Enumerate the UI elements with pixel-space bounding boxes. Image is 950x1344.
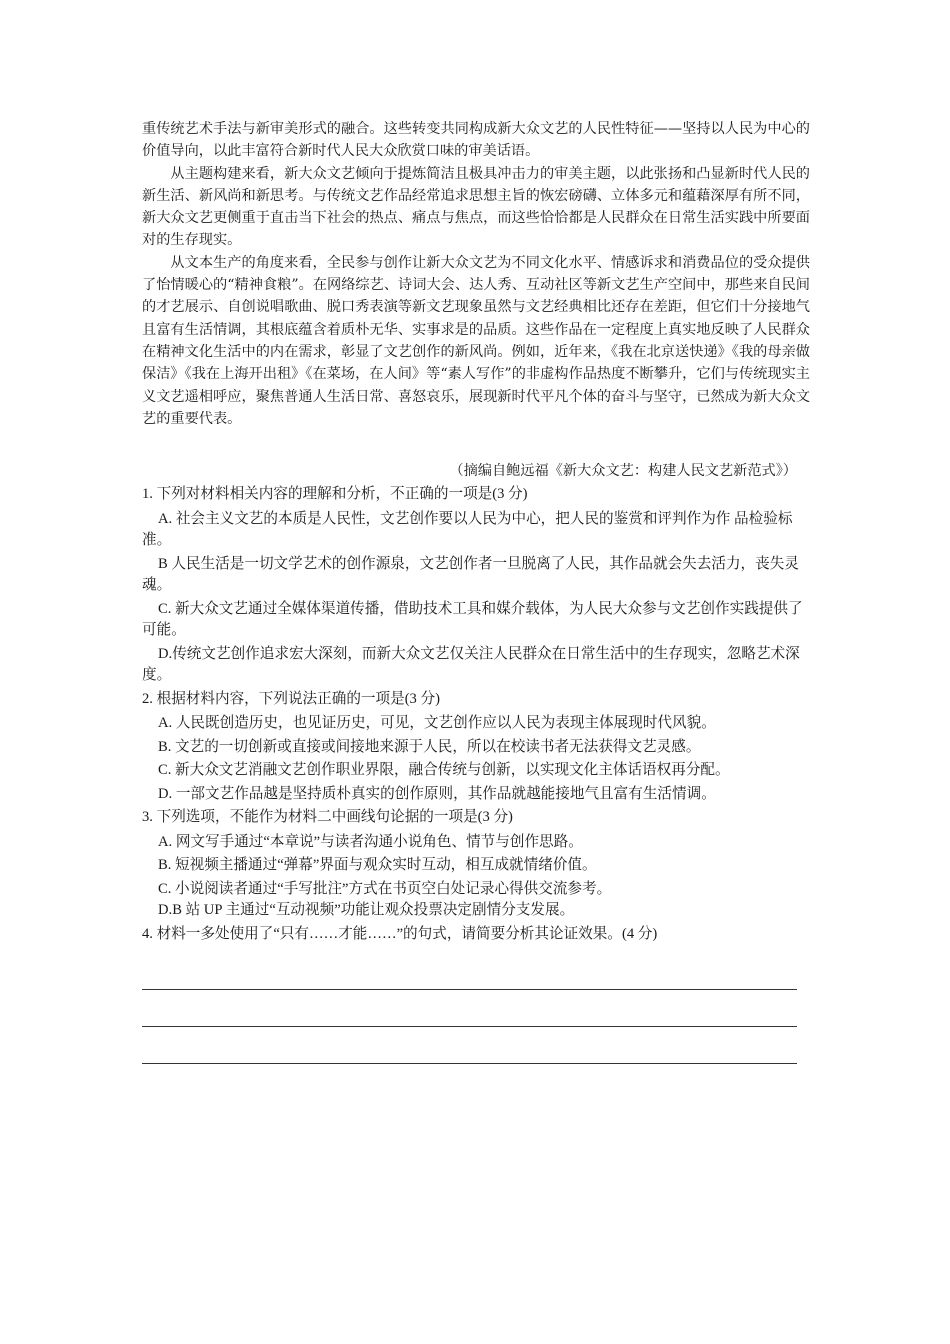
question-3-option-d: D.B 站 UP 主通过“互动视频”功能让观众投票决定剧情分支发展。 <box>158 902 575 918</box>
passage-paragraph: 重传统艺术手法与新审美形式的融合。这些转变共同构成新大众文艺的人民性特征——坚持以人民为中心的价值导向，以此丰富符合新时代人民大众欣赏口味的审美话语。 <box>142 121 810 160</box>
question-3-option-b: B. 短视频主播通过“弹幕”界面与观众实时互动，相互成就情绪价值。 <box>158 857 597 873</box>
answer-line[interactable] <box>142 989 797 990</box>
question-1-option-b: B 人民生活是一切文学艺术的创作源泉，文艺创作者一旦脱离了人民，其作品就会失去活力，丧失灵魂。 <box>142 555 799 593</box>
question-1-stem: 1. 下列对材料相关内容的理解和分析，不正确的一项是(3 分) <box>142 486 528 502</box>
question-1-option-a: A. 社会主义文艺的本质是人民性，文艺创作要以人民为中心，把人民的鉴赏和评判作为作 品检验标准。 <box>142 510 793 548</box>
answer-line[interactable] <box>142 1063 797 1064</box>
question-list <box>142 484 810 948</box>
passage-paragraph: 从主题构建来看，新大众文艺倾向于提炼简洁且极具冲击力的审美主题，以此张扬和凸显新时代人民的新生活、新风尚和新思考。与传统文艺作品经常追求思想主旨的恢宏磅礴、立体多元和蕴藉深厚有所不同，新大众文艺更侧重于直击当下社会的热点、痛点与焦点，而这些恰恰都是人民群众在日常生活实践中所要面对的生存现实。 <box>142 165 810 249</box>
passage-paragraph: 从文本生产的角度来看，全民参与创作让新大众文艺为不同文化水平、情感诉求和消费品位的受众提供了怡情暖心的“精神食粮”。在网络综艺、诗词大会、达人秀、互动社区等新文艺生产空间中，那些来自民间的才艺展示、自创说唱歌曲、脱口秀表演等新文艺现象虽然与文艺经典相比还存在差距，但它们十分接地气且富有生活情调，其根底蕴含着质朴无华、实事求是的品质。这些作品在一定程度上真实地反映了人民群众在精神文化生活中的内在需求，彰显了文艺创作的新风尚。例如，近年来，《我在北京送快递》《我的母亲做保洁》《我在上海开出租》《在菜场，在人间》等“素人写作”的非虚构作品热度不断攀升，它们与传统现实主义文艺遥相呼应，聚焦普通人生活日常、喜怒哀乐，展现新时代平凡个体的奋斗与坚守，已然成为新大众文艺的重要代表。 <box>142 254 810 427</box>
question-2-stem: 2. 根据材料内容，下列说法正确的一项是(3 分) <box>142 690 440 707</box>
question-1-option-d: D.传统文艺创作追求宏大深刻，而新大众文艺仅关注人民群众在日常生活中的生存现实，忽略艺术深度。 <box>142 645 800 683</box>
question-4-stem: 4. 材料一多处使用了“只有……才能……”的句式，请简要分析其论证效果。(4 分) <box>142 925 658 942</box>
question-1-option-c: C. 新大众文艺通过全媒体渠道传播，借助技术工具和媒介载体，为人民大众参与文艺创作实践提供了可能。 <box>142 600 803 638</box>
question-3-option-c: C. 小说阅读者通过“手写批注”方式在书页空白处记录心得供交流参考。 <box>158 880 612 897</box>
answer-line[interactable] <box>142 1026 797 1027</box>
question-2-option-a: A. 人民既创造历史，也见证历史，可见，文艺创作应以人民为表现主体展现时代风貌。 <box>158 715 716 731</box>
question-2-option-d: D. 一部文艺作品越是坚持质朴真实的创作原则，其作品就越能接地气且富有生活情调。 <box>158 785 716 802</box>
question-2-option-b: B. 文艺的一切创新或直接或间接地来源于人民，所以在校读书者无法获得文艺灵感。 <box>158 738 701 755</box>
question-2-option-c: C. 新大众文艺消融文艺创作职业界限，融合传统与创新，以实现文化主体话语权再分配。 <box>158 762 730 778</box>
reading-passage <box>142 118 810 430</box>
question-3-stem: 3. 下列选项，不能作为材料二中画线句论据的一项是(3 分) <box>142 809 513 825</box>
passage-source: （摘编自鲍远福《新大众文艺：构建人民文艺新范式》） <box>449 463 797 479</box>
question-3-option-a: A. 网文写手通过“本章说”与读者沟通小说角色、情节与创作思路。 <box>158 833 583 850</box>
answer-area[interactable] <box>142 989 797 1100</box>
